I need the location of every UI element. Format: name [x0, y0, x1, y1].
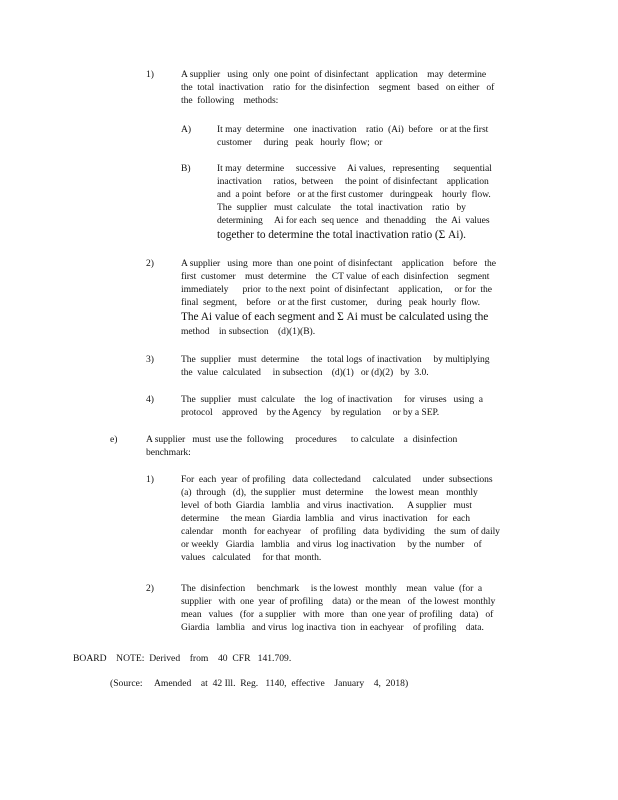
text-line: The supplier must calculate the log of inactivation for viruses using a: [181, 394, 483, 405]
text-line: method in subsection (d)(1)(B).: [181, 326, 316, 337]
item-2-text: [181, 258, 546, 340]
e-item-1-text: [181, 474, 546, 566]
text-line: values calculated for that month.: [181, 552, 322, 563]
text-line: It may determine successive Ai values, representing sequential: [217, 163, 492, 174]
text-line: the value calculated in subsection (d)(1) or (d)(2) by 3.0.: [181, 367, 429, 378]
text-line: A supplier must use the following procedures to calculate a disinfection: [146, 434, 458, 445]
subitem-a-text: [217, 124, 537, 150]
text-line: calendar month for eachyear of profiling data bydividing the sum of daily: [181, 526, 500, 537]
text-line: determining Ai for each seq uence and thenadding the Ai values: [217, 215, 490, 226]
text-line: the following methods:: [181, 95, 279, 106]
text-line: A supplier using only one point of disinfectant application may determine: [181, 69, 487, 80]
item-1-text: [181, 69, 541, 109]
text-line: immediately prior to the next point of disinfectant application, or for the: [181, 284, 492, 295]
source-note: (Source: Amended at 42 Ill. Reg. 1140, effective January 4, 2018): [110, 678, 409, 689]
text-line: The Ai value of each segment and Σ Ai must be calculated using the: [181, 311, 489, 323]
text-line: mean values (for a supplier with more than one year of profiling data) of: [181, 609, 494, 620]
text-line: supplier with one year of profiling data) or the mean of the lowest monthly: [181, 596, 496, 607]
text-line: final segment, before or at the first customer, during peak hourly flow.: [181, 297, 480, 308]
text-line: protocol approved by the Agency by regulation or by a SEP.: [181, 407, 440, 418]
board-note: BOARD NOTE: Derived from 40 CFR 141.709.: [73, 653, 292, 664]
item-4-text: [181, 394, 541, 420]
text-line: customer during peak hourly flow; or: [217, 137, 383, 148]
subitem-b-text: [217, 163, 547, 245]
text-line: A supplier using more than one point of disinfectant application before the: [181, 258, 497, 269]
text-line: The supplier must calculate the total inactivation ratio by: [217, 202, 466, 213]
text-line: benchmark:: [146, 447, 191, 458]
item-3-marker: 3): [146, 354, 154, 365]
item-2-marker: 2): [146, 258, 154, 269]
item-1-marker: 1): [146, 69, 154, 80]
text-line: For each year of profiling data collectedand calculated under subsections: [181, 474, 493, 485]
text-line: determine the mean Giardia lamblia and virus inactivation for each: [181, 513, 470, 524]
text-line: The disinfection benchmark is the lowest monthly mean value (for a: [181, 583, 483, 594]
text-line: first customer must determine the CT value of each disinfection segment: [181, 271, 490, 282]
text-line: Giardia lamblia and virus log inactiva tion in eachyear of profiling data.: [181, 622, 484, 633]
item-4-marker: 4): [146, 394, 154, 405]
text-line: level of both Giardia lamblia and virus inactivation. A supplier must: [181, 500, 472, 511]
text-line: inactivation ratios, between the point of disinfectant application: [217, 176, 489, 187]
text-line: and a point before or at the first customer duringpeak hourly flow.: [217, 189, 491, 200]
text-line: The supplier must determine the total logs of inactivation by multiplying: [181, 354, 490, 365]
text-line: the total inactivation ratio for the disinfection segment based on either of: [181, 82, 495, 93]
item-3-text: [181, 354, 541, 380]
subitem-a-marker: A): [181, 124, 192, 135]
section-e-marker: e): [110, 434, 118, 445]
subitem-b-marker: B): [181, 163, 191, 174]
e-item-2-text: [181, 583, 546, 635]
e-item-2-marker: 2): [146, 583, 154, 594]
text-line: (a) through (d), the supplier must determine the lowest mean monthly: [181, 487, 478, 498]
text-line: or weekly Giardia lamblia and virus log inactivation by the number of: [181, 539, 482, 550]
text-line: together to determine the total inactivation ratio (Σ Ai).: [217, 229, 466, 241]
section-e-text: [146, 434, 506, 460]
e-item-1-marker: 1): [146, 474, 154, 485]
text-line: It may determine one inactivation ratio (Ai) before or at the first: [217, 124, 489, 135]
